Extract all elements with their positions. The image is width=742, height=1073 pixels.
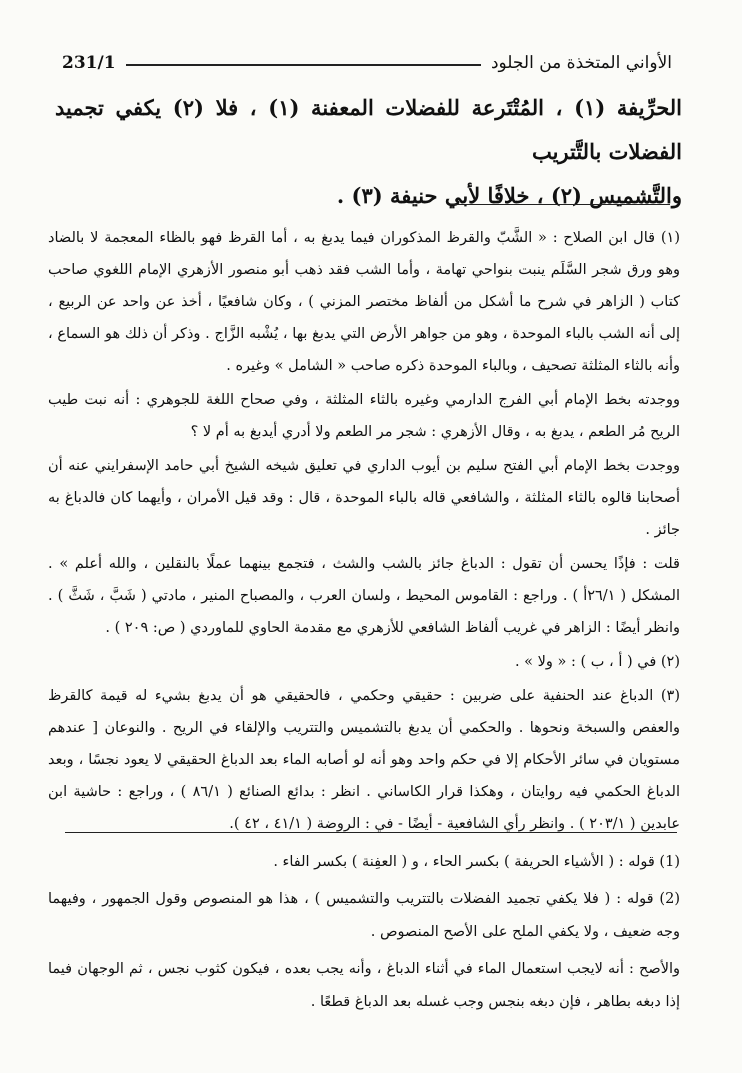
main-text-line: الحرِّيفة (١) ، المُتْتَرعة للفضلات المعفنة (١) ، فلا (٢) يكفي تجميد الفضلات بالتَّتريب xyxy=(55,95,683,164)
footnote-paragraph: (1) قوله : ( الأشياء الحريفة ) بكسر الحاء ، و ( العفِنة ) بكسر الفاء . xyxy=(273,854,680,870)
main-text-line: والتَّشميس (٢) ، خلافًا لأبي حنيفة (٣) . xyxy=(336,183,682,208)
running-header xyxy=(62,48,672,78)
footnote-divider xyxy=(65,832,677,833)
footnote-separator xyxy=(450,204,670,205)
header-title: الأواني المتخذة من الجلود xyxy=(490,53,672,73)
footnote-paragraph: (٣) الدباغ عند الحنفية على ضربين : حقيقي وحكمي ، فالحقيقي هو أن يدبغ بشيء له قيمة كالقرظ والعفص والسبخة ونحوها . والحكمي أن يدبغ بالتشميس والتتريب والإلقاء في الريح . والنوعان [ عندهم مستويان في سائر الأحكام إلا في حكم واحد وهو أنه لو أصابه الماء بعد الدباغ الحقيقي لا يعود نجسًا ، وبعد الدباغ الحكمي فيه روايتان ، وهكذا قرار الكاساني . انظر : بدائع الصنائع ( ٨٦/١ ) ، وراجع : حاشية ابن عابدين ( ٢٠٣/١ ) . وانظر رأي الشافعية - أيضًا - في : الروضة ( ٤١/١ ، ٤٢ ). xyxy=(48,688,681,832)
editor-footnotes xyxy=(48,222,680,842)
main-text xyxy=(55,86,682,218)
author-footnotes xyxy=(48,846,680,1023)
footnote-paragraph: ووجدته بخط الإمام أبي الفرج الدارمي وغيره بالثاء المثلثة ، وفي صحاح اللغة للجوهري : أنه نبت طيب الريح مُر الطعم ، يدبغ به ، وقال الأزهري : شجر مر الطعم ولا أدري أيدبغ به أم لا ؟ xyxy=(48,392,680,440)
footnote-paragraph: والأصح : أنه لايجب استعمال الماء في أثناء الدباغ ، وأنه يجب بعده ، فيكون كثوب نجس ، ثم الوجهان فيما إذا دبغه بطاهر ، فإن دبغه بنجس وجب غسله بعد الدباغ قطعًا . xyxy=(48,961,680,1010)
footnote-paragraph: ووجدت بخط الإمام أبي الفتح سليم بن أيوب الداري في تعليق شيخه الشيخ أبي حامد الإسفرايني عنه أن أصحابنا قالوه بالثاء المثلثة ، والشافعي قاله بالباء الموحدة ، قال : وقد قيل الأمران ، وأيهما كان فالدباغ به جائز . xyxy=(48,458,680,538)
footnote-paragraph: (2) قوله : ( فلا يكفي تجميد الفضلات بالتتريب والتشميس ) ، هذا هو المنصوص وقول الجمهور ، وفيهما وجه ضعيف ، ولا يكفي الملح على الأصح المنصوص . xyxy=(48,891,680,940)
footnote-paragraph: (٢) في ( أ ، ب ) : « ولا » . xyxy=(514,654,680,670)
footnote-paragraph: (١) قال ابن الصلاح : « الشَّبّ والقرظ المذكوران فيما يدبغ به ، أما القرظ فهو بالظاء المعجمة لا بالضاد وهو ورق شجر السَّلَم ينبت بنواحي تهامة ، وأما الشب فقد ذهب أبو منصور الأزهري الإمام اللغوي صاحب كتاب ( الزاهر في شرح ما أشكل من ألفاظ مختصر المزني ) ، وكان شافعيًا ، أخذ عن واحد عن الربيع ، إلى أنه الشب بالباء الموحدة ، وهو من جواهر الأرض التي يدبغ بها ، يُشْبه الزَّاج . وذكر أن ذلك هو السماع ، وأنه بالثاء المثلثة تصحيف ، وبالباء الموحدة ذكره صاحب « الشامل » وغيره . xyxy=(48,230,680,374)
footnote-paragraph: قلت : فإذًا يحسن أن تقول : الدباغ جائز بالشب والشث ، فتجمع بينهما عملًا بالنقلين ، والله أعلم » . المشكل ( ٢٦/١أ ) . وراجع : القاموس المحيط ، ولسان العرب ، والمصباح المنير ، مادتي ( شَبَّ ، شَثَّ ) . وانظر أيضًا : الزاهر في غريب ألفاظ الشافعي للأزهري مع مقدمة الحاوي للماوردي ( ص: ٢٠٩ ) . xyxy=(48,556,680,636)
header-rule xyxy=(126,64,481,66)
page-number: 231/1 xyxy=(62,53,116,73)
